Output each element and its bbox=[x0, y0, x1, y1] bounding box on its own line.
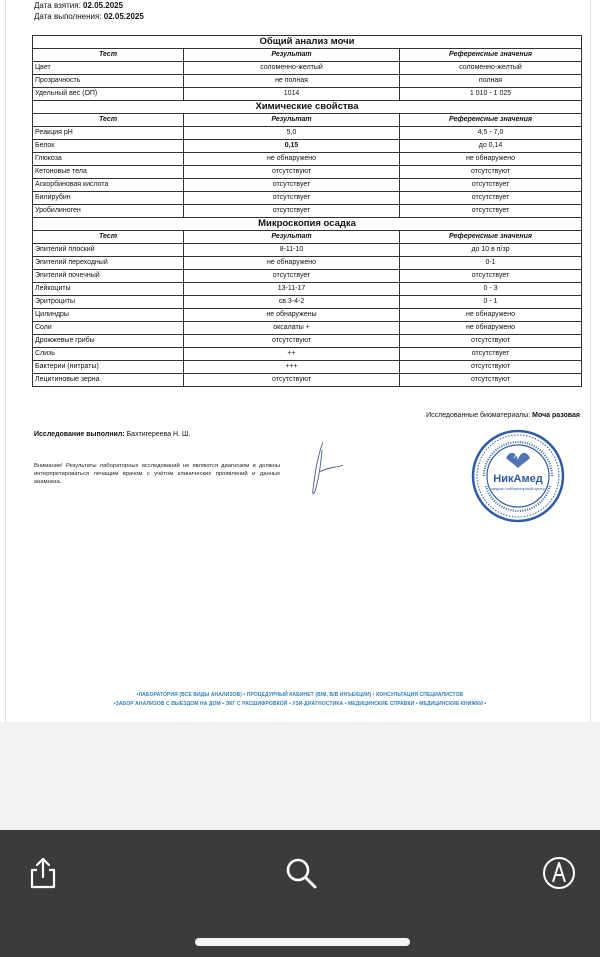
section-title: Химические свойства bbox=[33, 101, 582, 114]
section-title: Микроскопия осадка bbox=[33, 218, 582, 231]
cell-reference: не обнаружено bbox=[400, 153, 582, 166]
table-row bbox=[33, 348, 582, 361]
share-icon[interactable] bbox=[26, 856, 60, 890]
section-title-row bbox=[33, 36, 582, 49]
disclaimer-text: Внимание! Результаты лабораторных исследований не являются диагнозом и должны интерпретироваться лечащим врачом с учётом клинических проявлений и данных анамнеза. bbox=[34, 463, 280, 485]
cell-reference: отсутствуют bbox=[400, 361, 582, 374]
header-reference: Референсные значения bbox=[400, 49, 582, 62]
header-reference: Референсные значения bbox=[400, 114, 582, 127]
cell-reference: 4,5 - 7,0 bbox=[400, 127, 582, 140]
cell-result: ++ bbox=[184, 348, 400, 361]
table-row bbox=[33, 361, 582, 374]
cell-reference: соломенно-желтый bbox=[400, 62, 582, 75]
cell-result: не обнаружены bbox=[184, 309, 400, 322]
cell-result: отсутствует bbox=[184, 179, 400, 192]
cell-result: не полная bbox=[184, 75, 400, 88]
cell-test: Уробилиноген bbox=[33, 205, 184, 218]
cell-test: Глюкоза bbox=[33, 153, 184, 166]
biomaterial-line: Исследованные биоматериалы: Моча разовая bbox=[426, 412, 580, 419]
cell-test: Лейкоциты bbox=[33, 283, 184, 296]
footer-line-1: •ЛАБОРАТОРИЯ (ВСЕ ВИДЫ АНАЛИЗОВ) • ПРОЦЕДУРНЫЙ КАБИНЕТ (В/М, В/В ИНЪЕКЦИИ) • КОНСУЛЬТАЦИЯ СПЕЦИАЛИСТОВ bbox=[136, 692, 464, 698]
cell-reference: 1 010 - 1 025 bbox=[400, 88, 582, 101]
cell-reference: до 0,14 bbox=[400, 140, 582, 153]
table-row bbox=[33, 283, 582, 296]
markup-icon[interactable] bbox=[542, 856, 576, 890]
cell-test: Эпителий почечный bbox=[33, 270, 184, 283]
cell-test: Лецитиновые зерна bbox=[33, 374, 184, 387]
cell-result: св.3-4-2 bbox=[184, 296, 400, 309]
header-test: Тест bbox=[33, 49, 184, 62]
cell-result: отсутствует bbox=[184, 192, 400, 205]
cell-result: 0,15 bbox=[184, 140, 400, 153]
cell-reference: 0-1 bbox=[400, 257, 582, 270]
cell-reference: отсутствует bbox=[400, 192, 582, 205]
cell-test: Дрожжевые грибы bbox=[33, 335, 184, 348]
cell-result: не обнаружено bbox=[184, 257, 400, 270]
cell-result: не обнаружено bbox=[184, 153, 400, 166]
header-test: Тест bbox=[33, 231, 184, 244]
cell-test: Удельный вес (ОП) bbox=[33, 88, 184, 101]
cell-reference: отсутствует bbox=[400, 205, 582, 218]
table-row bbox=[33, 75, 582, 88]
cell-reference: до 10 в п/зр bbox=[400, 244, 582, 257]
table-row bbox=[33, 192, 582, 205]
cell-test: Прозрачность bbox=[33, 75, 184, 88]
table-row bbox=[33, 205, 582, 218]
home-indicator bbox=[195, 938, 410, 946]
cell-result: 8-11-10 bbox=[184, 244, 400, 257]
cell-result: отсутствуют bbox=[184, 166, 400, 179]
cell-result: оксалаты + bbox=[184, 322, 400, 335]
table-row bbox=[33, 166, 582, 179]
cell-reference: отсутствуют bbox=[400, 335, 582, 348]
cell-test: Реакция рН bbox=[33, 127, 184, 140]
table-row bbox=[33, 127, 582, 140]
cell-reference: отсутствует bbox=[400, 348, 582, 361]
table-row bbox=[33, 153, 582, 166]
cell-reference: отсутствуют bbox=[400, 374, 582, 387]
table-row bbox=[33, 374, 582, 387]
performer-line: Исследование выполнил: Бахтигереева Н. Ш. bbox=[34, 431, 191, 438]
section-title: Общий анализ мочи bbox=[33, 36, 582, 49]
clinic-stamp bbox=[470, 428, 566, 524]
cell-reference: 0 - 3 bbox=[400, 283, 582, 296]
cell-result: отсутствует bbox=[184, 270, 400, 283]
viewer-toolbar bbox=[0, 830, 600, 957]
cell-reference: отсутствует bbox=[400, 179, 582, 192]
results-table bbox=[32, 35, 582, 387]
cell-test: Эпителий переходный bbox=[33, 257, 184, 270]
cell-test: Соли bbox=[33, 322, 184, 335]
table-row bbox=[33, 322, 582, 335]
cell-reference: отсутствуют bbox=[400, 166, 582, 179]
cell-test: Эпителий плоский bbox=[33, 244, 184, 257]
section-title-row bbox=[33, 101, 582, 114]
cell-result: +++ bbox=[184, 361, 400, 374]
cell-reference: полная bbox=[400, 75, 582, 88]
cell-reference: не обнаружено bbox=[400, 322, 582, 335]
search-icon[interactable] bbox=[284, 856, 318, 890]
table-row bbox=[33, 244, 582, 257]
cell-test: Эритроциты bbox=[33, 296, 184, 309]
cell-test: Слизь bbox=[33, 348, 184, 361]
cell-result: отсутствует bbox=[184, 205, 400, 218]
cell-result: 5,0 bbox=[184, 127, 400, 140]
column-header-row bbox=[33, 231, 582, 244]
table-row bbox=[33, 309, 582, 322]
header-result: Результат bbox=[184, 231, 400, 244]
table-row bbox=[33, 88, 582, 101]
cell-result: отсутствуют bbox=[184, 335, 400, 348]
footer-line-2: •ЗАБОР АНАЛИЗОВ С ВЫЕЗДОМ НА ДОМ • ЭКГ С РАСШИФРОВКОЙ • УЗИ-ДИАГНОСТИКА • МЕДИЦИНСКИЕ СПРАВКИ • МЕДИЦИНСКИЕ КНИЖКИ • bbox=[113, 701, 487, 707]
header-test: Тест bbox=[33, 114, 184, 127]
cell-test: Цилиндры bbox=[33, 309, 184, 322]
cell-reference: не обнаружено bbox=[400, 309, 582, 322]
table-row bbox=[33, 257, 582, 270]
cell-test: Белок bbox=[33, 140, 184, 153]
cell-test: Билирубин bbox=[33, 192, 184, 205]
date-done: Дата выполнения: 02.05.2025 bbox=[34, 12, 144, 21]
table-row bbox=[33, 140, 582, 153]
column-header-row bbox=[33, 49, 582, 62]
signature bbox=[305, 440, 350, 500]
table-row bbox=[33, 270, 582, 283]
table-row bbox=[33, 335, 582, 348]
header-result: Результат bbox=[184, 114, 400, 127]
cell-test: Кетоновые тела bbox=[33, 166, 184, 179]
stamp-name: НикАмед bbox=[493, 473, 543, 485]
cell-result: отсутствуют bbox=[184, 374, 400, 387]
header-reference: Референсные значения bbox=[400, 231, 582, 244]
cell-result: соломенно-желтый bbox=[184, 62, 400, 75]
cell-test: Аскорбиновая кислота bbox=[33, 179, 184, 192]
date-taken: Дата взятия: 02.05.2025 bbox=[34, 1, 124, 10]
stamp-subtitle: медико-лабораторный центр bbox=[491, 486, 545, 491]
cell-result: 13-11-17 bbox=[184, 283, 400, 296]
cell-result: 1014 bbox=[184, 88, 400, 101]
section-title-row bbox=[33, 218, 582, 231]
dates-block bbox=[34, 0, 144, 22]
cell-reference: отсутствует bbox=[400, 270, 582, 283]
table-row bbox=[33, 62, 582, 75]
table-row bbox=[33, 296, 582, 309]
cell-test: Цвет bbox=[33, 62, 184, 75]
column-header-row bbox=[33, 114, 582, 127]
cell-reference: 0 - 1 bbox=[400, 296, 582, 309]
table-row bbox=[33, 179, 582, 192]
header-result: Результат bbox=[184, 49, 400, 62]
cell-test: Бактерии (нитраты) bbox=[33, 361, 184, 374]
